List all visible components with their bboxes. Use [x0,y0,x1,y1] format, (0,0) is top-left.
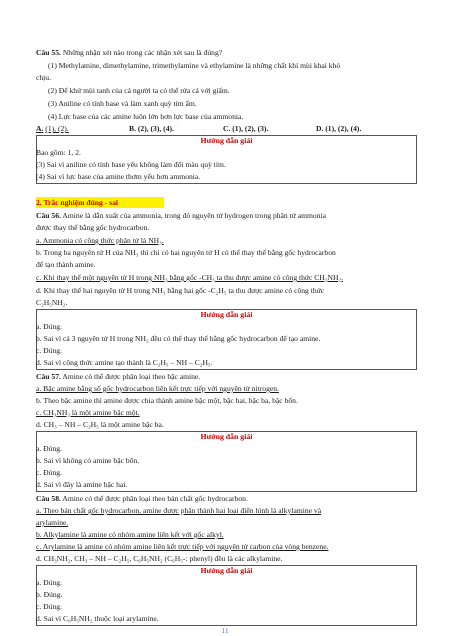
q57-solution-a: a. Đúng. [36,444,62,453]
q58-solution-c: c. Đúng. [36,602,62,611]
q56-statement-b-cont: để tạo thành amine. [36,260,96,269]
q56-statement-d-cont: C₂H₅NH₂. [36,298,68,307]
q57-statement-a: a. Bậc amine bằng số gốc hydrocarbon liên kết trực tiếp với nguyên tử nitrogen. [36,384,279,393]
q58-statement-c: c. Arylamine là amine có nhóm amine liên kết trực tiếp với nguyên tử carbon của vòng benzene. [36,542,329,551]
q56-stem-cont: được thay thế bằng gốc hydrocarbon. [36,223,150,232]
q55-solution-1: Bao gồm: 1, 2. [36,148,81,157]
q55-option-d: D. (1), (2), (4). [316,124,362,133]
q56-statement-d: d. Khi thay thế hai nguyên tử H trong NH₃ bằng hai gốc -C₂H₅ ta thu được amine có công thức [36,286,325,295]
q56-solution-heading: Hướng dẫn giải [200,310,253,319]
q58-statement-a: a. Theo bản chất gốc hydrocarbon, amine được phân thành hai loại điển hình là alkylamine và [36,506,322,515]
q58-solution-heading: Hướng dẫn giải [200,566,253,575]
q56-statement-b: b. Trong ba nguyên tử H của NH₃ thì chỉ có hai nguyên tử H có thể thay thế bằng gốc hydrocarbon [36,248,336,257]
q58-solution-b: b. Đúng. [36,590,63,599]
q56-solution-c: c. Đúng. [36,346,62,355]
q58-solution-d: d. Sai vì C₆H₅NH₂ thuộc loại arylamine. [36,614,159,623]
q56-solution-a: a. Đúng. [36,322,62,331]
q58-statement-d: d. CH₃NH₂, CH₃ – NH – C₂H₅, C₆H₅NH₂ (C₆H₅-: phenyl) đều là các alkylamine. [36,554,283,563]
q56-solution-d: d. Sai vì công thức amine tạo thành là C₂H₅ – NH – C₂H₅. [36,358,213,367]
q55-statement-1-cont: chịu. [36,73,51,82]
q55-statement-3: (3) Aniline có tính base và làm xanh quỳ tím ẩm. [48,99,197,108]
q57-statement-c: c. CH₃NH₂ là một amine bậc một. [36,408,140,417]
q55-statement-4: (4) Lực base của các amine luôn lớn hơn lực base của ammonia. [48,112,244,121]
q57-stem: Câu 57. Amine có thể được phân loại theo bậc amine. [36,372,201,381]
q55-option-b: B. (2), (3), (4). [129,124,174,133]
q56-stem: Câu 56. Amine là dẫn xuất của ammonia, trong đó nguyên tử hydrogen trong phân tử ammonia [36,211,327,220]
q55-option-c: C. (1), (2), (3). [223,124,269,133]
q56-solution-b: b. Sai vì cả 3 nguyên tử H trong NH₃ đều có thể thay thế bằng gốc hydrocarbon để tạo amine. [36,334,321,343]
q57-statement-b: b. Theo bậc amine thì amine được chia thành amine bậc một, bậc hai, bậc ba, bậc bốn. [36,396,298,405]
q56-statement-a: a. Ammonia có công thức phân tử là NH₃. [36,236,164,245]
q55-solution-heading: Hướng dẫn giải [200,136,253,145]
q55-statement-2: (2) Để khử mùi tanh của cá người ta có thể rửa cá với giấm. [48,86,230,95]
q57-statement-d: d. CH₃ – NH – C₂H₅ là một amine bậc ba. [36,420,164,429]
q56-statement-c: c. Khi thay thế một nguyên tử H trong NH₃ bằng gốc -CH₃ ta thu được amine có công thức CH₃NH₂. [36,273,344,282]
q58-solution-a: a. Đúng. [36,578,62,587]
q58-statement-a-cont: arylamine. [36,518,69,527]
q57-solution-heading: Hướng dẫn giải [200,432,253,441]
page-number: 11 [221,626,229,635]
q58-stem: Câu 58. Amine có thể được phân loại theo bản chất gốc hydrocarbon. [36,494,248,503]
q55-option-a: A. (1), (2). [36,124,69,133]
q55-solution-2: (3) Sai vì aniline có tính base yếu không làm đổi màu quỳ tím. [36,160,226,169]
q58-statement-b: b. Alkylamine là amine có nhóm amine liên kết với gốc alkyl. [36,530,224,539]
q55-solution-3: (4) Sai vì lực base của amine thơm yếu hơn ammonia. [36,172,201,181]
q57-solution-b: b. Sai vì không có amine bậc bốn. [36,456,140,465]
section-title: 2. Trắc nghiệm đúng - sai [36,198,118,207]
q57-solution-c: c. Đúng. [36,468,62,477]
q55-stem: Câu 55. Những nhận xét nào trong các nhận xét sau là đúng? [36,48,223,57]
q57-solution-d: d. Sai vì đây là amine bậc hai. [36,480,128,489]
q55-statement-1: (1) Methylamine, dimethylamine, trimethylamine và ethylamine là những chất khí mùi khai khó [48,61,341,70]
